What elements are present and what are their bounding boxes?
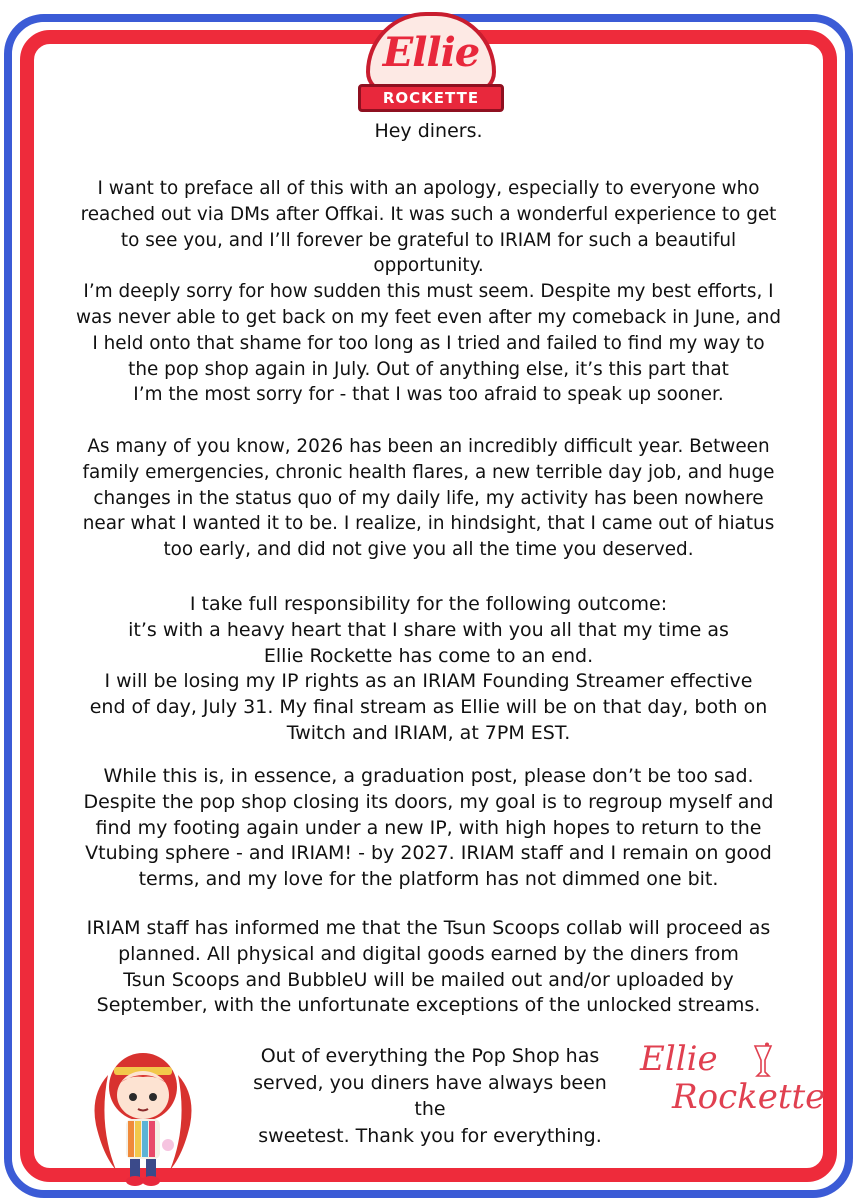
- closing-message: Out of everything the Pop Shop has served, you diners have always been the sweetest. Thank you for everything.: [253, 1045, 607, 1147]
- signature-line-2: Rockette: [672, 1077, 826, 1117]
- graduation-paragraph: While this is, in essence, a graduation post, please don’t be too sad. Despite the pop shop closing its doors, my goal is to regroup myself and find my footing again under a new IP, with high hopes to return to the Vtubing sphere - and IRIAM! - by 2027. IRIAM staff and I remain on good terms, and my love for the platform has not dimmed one bit.: [83, 765, 774, 891]
- collab-paragraph: IRIAM staff has informed me that the Tsun Scoops collab will proceed as planned. All physical and digital goods earned by the diners from Tsun Scoops and BubbleU will be mailed out and/or uploaded by September, with the unfortunate exceptions of the unlocked streams.: [86, 917, 771, 1017]
- handwritten-signature: [640, 1039, 826, 1130]
- ellie-rockette-logo: [358, 4, 504, 116]
- greeting: Hey diners.: [374, 120, 483, 142]
- announcement-paragraph: I take full responsibility for the following outcome: it’s with a heavy heart that I share with you all that my time as Ellie Rockette has come to an end. I will be losing my IP rights as an IRIAM Founding Streamer effective end of day, July 31. My final stream as Ellie will be on that day, both on Twitch and IRIAM, at 7PM EST.: [89, 593, 768, 744]
- chibi-character-illustration: [88, 1035, 198, 1190]
- logo-banner: ROCKETTE: [358, 84, 504, 112]
- difficult-year-paragraph: As many of you know, 2026 has been an incredibly difficult year. Between family emergencies, chronic health flares, a new terrible day job, and huge changes in the status quo of my daily life, my activity has been nowhere near what I wanted it to be. I realize, in hindsight, that I came out of hiatus too early, and did not give you all the time you deserved.: [82, 436, 775, 561]
- logo-name: Ellie: [366, 12, 496, 94]
- signature-line-1: Ellie: [640, 1039, 718, 1079]
- milkshake-glass-icon: [752, 1042, 774, 1078]
- apology-paragraph: I want to preface all of this with an apology, especially to everyone who reached out via DMs after Offkai. It was such a wonderful experience to get to see you, and I’ll forever be grateful to IRIAM for such a beautiful opportunity. I’m deeply sorry for how sudden this must seem. Despite my best efforts, I was never able to get back on my feet even after my comeback in June, and I held onto that shame for too long as I tried and failed to find my way to the pop shop again in July. Out of anything else, it’s this part that I’m the most sorry for - that I was too afraid to speak up sooner.: [75, 178, 782, 406]
